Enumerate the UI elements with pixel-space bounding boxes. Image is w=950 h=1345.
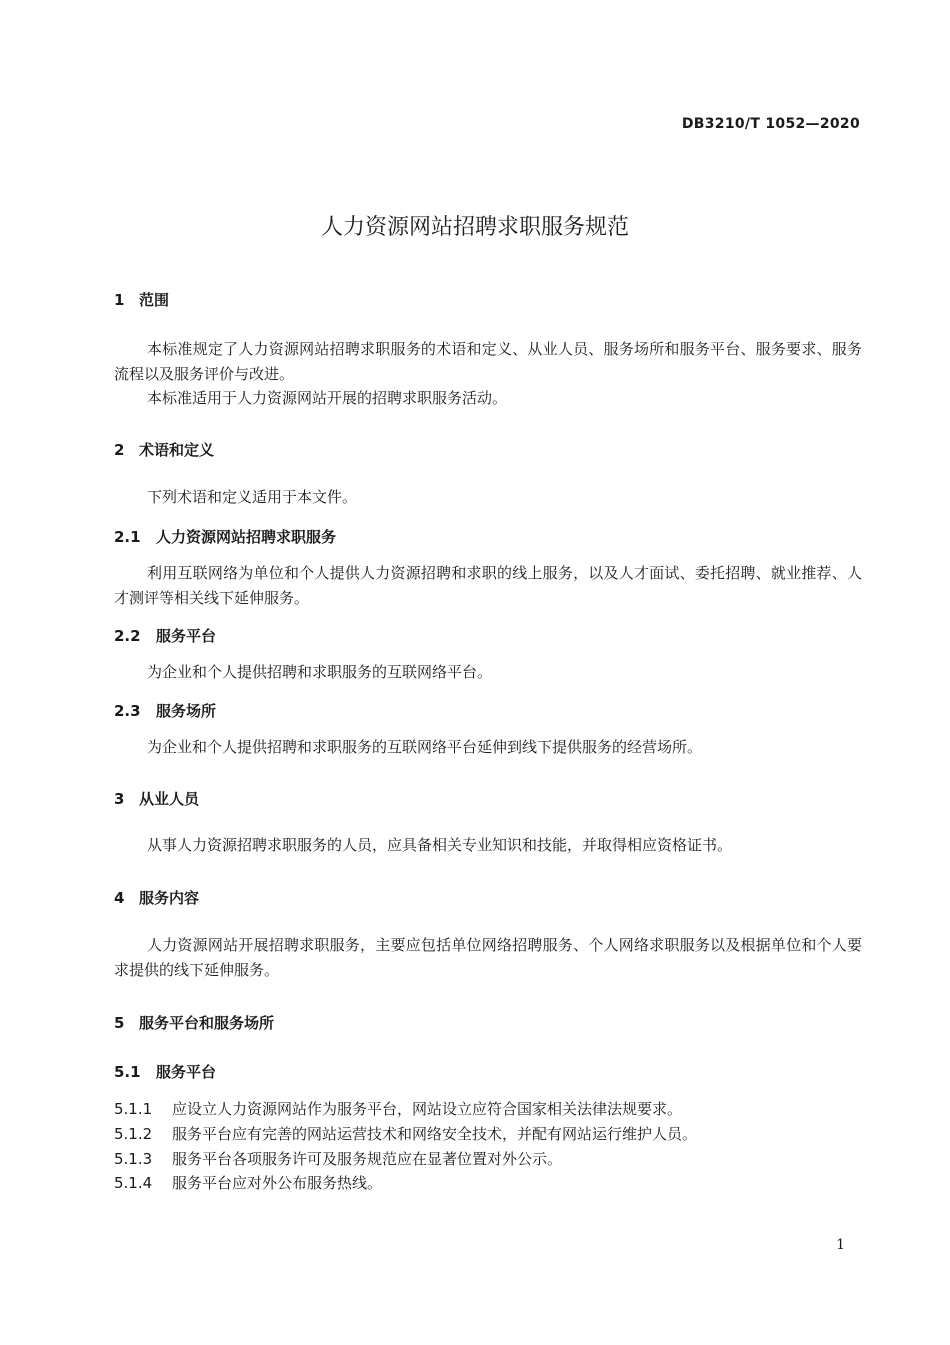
clause-5-1-3 — [114, 1148, 562, 1169]
clause-number: 5.1.4 — [114, 1174, 153, 1192]
section-title: 服务平台和服务场所 — [139, 1014, 275, 1032]
paragraph: 为企业和个人提供招聘和求职服务的互联网络平台延伸到线下提供服务的经营场所。 — [147, 738, 703, 756]
section-number: 1 — [114, 291, 125, 309]
subsection-5-1-heading — [114, 1061, 216, 1082]
paragraph: 利用互联网络为单位和个人提供人力资源招聘和求职的线上服务，以及人才面试、委托招聘、就业推荐、人才测评等相关线下延伸服务。 — [114, 564, 862, 607]
section-number: 2 — [114, 441, 125, 459]
subsection-2-2-heading — [114, 625, 216, 646]
subsection-title: 人力资源网站招聘求职服务 — [156, 528, 337, 546]
paragraph: 本标准适用于人力资源网站开展的招聘求职服务活动。 — [147, 389, 508, 407]
section-5-heading — [114, 1012, 274, 1033]
paragraph: 为企业和个人提供招聘和求职服务的互联网络平台。 — [147, 663, 493, 681]
paragraph: 本标准规定了人力资源网站招聘求职服务的术语和定义、从业人员、服务场所和服务平台、服务要求、服务流程以及服务评价与改进。 — [114, 340, 862, 383]
clause-5-1-1 — [114, 1098, 682, 1119]
paragraph: 下列术语和定义适用于本文件。 — [147, 488, 358, 506]
subsection-2-3-heading — [114, 700, 216, 721]
subsection-2-1-heading — [114, 526, 336, 547]
section-title: 从业人员 — [139, 790, 200, 808]
document-title: 人力资源网站招聘求职服务规范 — [320, 215, 629, 240]
subsection-title: 服务平台 — [156, 627, 217, 645]
section-title: 术语和定义 — [139, 441, 215, 459]
subsection-number: 2.2 — [114, 627, 141, 645]
subsection-title: 服务场所 — [156, 702, 217, 720]
clause-text: 服务平台应对外公布服务热线。 — [172, 1174, 383, 1192]
clause-number: 5.1.1 — [114, 1100, 153, 1118]
standard-code: DB3210/T 1052—2020 — [681, 116, 860, 132]
clause-number: 5.1.3 — [114, 1150, 153, 1168]
section-2-heading — [114, 439, 214, 460]
clause-text: 服务平台应有完善的网站运营技术和网络安全技术，并配有网站运行维护人员。 — [172, 1125, 698, 1143]
paragraph: 从事人力资源招聘求职服务的人员，应具备相关专业知识和技能，并取得相应资格证书。 — [147, 836, 733, 854]
section-1-heading — [114, 289, 169, 310]
section-title: 范围 — [139, 291, 170, 309]
section-number: 3 — [114, 790, 125, 808]
section-4-heading — [114, 887, 199, 908]
clause-text: 应设立人力资源网站作为服务平台，网站设立应符合国家相关法律法规要求。 — [172, 1100, 683, 1118]
subsection-number: 2.1 — [114, 528, 141, 546]
page-number: 1 — [836, 1237, 845, 1253]
clause-text: 服务平台各项服务许可及服务规范应在显著位置对外公示。 — [172, 1150, 563, 1168]
clause-number: 5.1.2 — [114, 1125, 153, 1143]
clause-5-1-2 — [114, 1123, 697, 1144]
subsection-title: 服务平台 — [156, 1063, 217, 1081]
section-3-heading — [114, 788, 199, 809]
section-number: 5 — [114, 1014, 125, 1032]
subsection-number: 5.1 — [114, 1063, 141, 1081]
section-title: 服务内容 — [139, 889, 200, 907]
section-number: 4 — [114, 889, 125, 907]
paragraph: 人力资源网站开展招聘求职服务，主要应包括单位网络招聘服务、个人网络求职服务以及根据单位和个人要求提供的线下延伸服务。 — [114, 936, 862, 979]
subsection-number: 2.3 — [114, 702, 141, 720]
clause-5-1-4 — [114, 1172, 382, 1193]
